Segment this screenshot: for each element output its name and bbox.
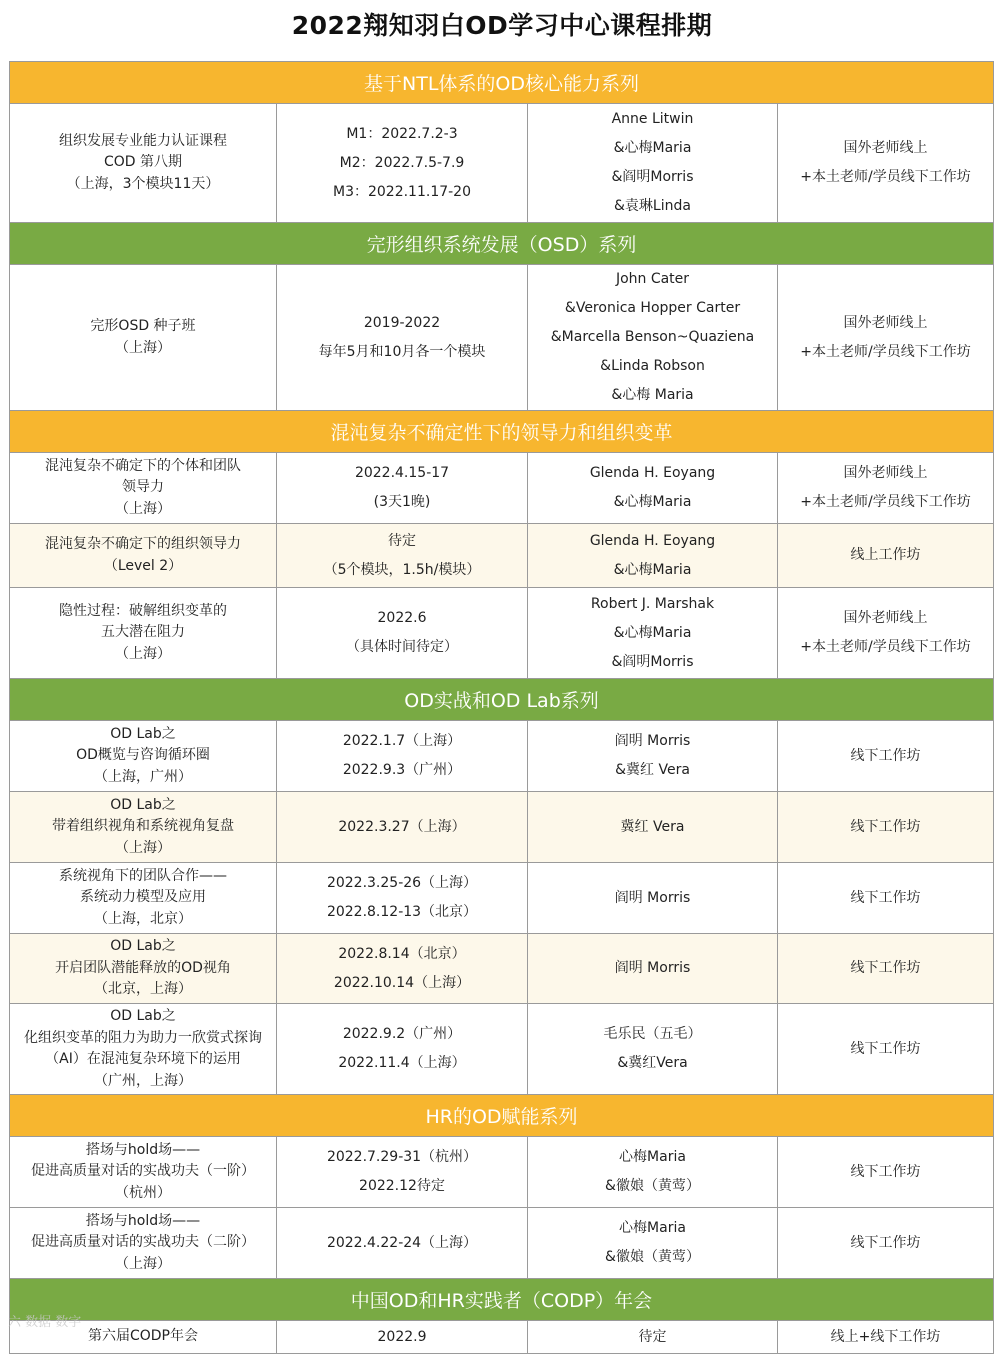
course-cell: [10, 792, 277, 863]
teacher-line: Anne Litwin: [611, 111, 694, 127]
teacher-line: &冀红Vera: [617, 1055, 688, 1071]
time-cell: [277, 792, 528, 863]
time-line: 2022.11.4（上海）: [338, 1055, 466, 1071]
course-cell: [10, 721, 277, 792]
course-line: OD Lab之: [110, 938, 176, 955]
teacher-cell: [528, 453, 778, 524]
format-cell: [778, 1137, 994, 1208]
format-line: +本土老师/学员线下工作坊: [800, 343, 971, 360]
course-row: [10, 1321, 994, 1354]
course-row: [10, 863, 994, 934]
teacher-line: &冀红 Vera: [615, 762, 690, 778]
format-line: 线上+线下工作坊: [830, 1328, 941, 1345]
course-cell: [10, 1208, 277, 1279]
format-cell: [778, 265, 994, 411]
time-cell: [277, 934, 528, 1004]
course-line: 搭场与hold场——: [85, 1212, 201, 1229]
format-cell: [778, 588, 994, 679]
time-line: M2：2022.7.5-7.9: [339, 154, 465, 171]
course-row: [10, 265, 994, 411]
time-line: M1：2022.7.2-3: [346, 125, 458, 142]
course-line: （AI）在混沌复杂环境下的运用: [45, 1051, 241, 1067]
format-line: 国外老师线上: [843, 314, 928, 331]
teacher-line: &阎明Morris: [611, 653, 694, 670]
format-cell: [778, 1004, 994, 1095]
teacher-line: &袁琳Linda: [614, 198, 691, 214]
time-cell: [277, 453, 528, 524]
teacher-line: &Marcella Benson~Quaziena: [550, 329, 755, 345]
teacher-line: &心梅Maria: [613, 140, 692, 156]
time-line: 2022.1.7（上海）: [342, 733, 462, 749]
time-line: 待定: [388, 532, 416, 549]
teacher-cell: [528, 792, 778, 863]
section-header-row: [10, 62, 994, 104]
course-row: [10, 1137, 994, 1208]
course-cell: [10, 524, 277, 588]
section-header-row: [10, 679, 994, 721]
teacher-line: &阎明Morris: [611, 169, 694, 185]
teacher-line: &徽娘（黄莺）: [605, 1178, 700, 1194]
course-line: （北京，上海）: [94, 981, 192, 998]
teacher-line: 阎明 Morris: [614, 960, 691, 976]
course-line: 系统动力模型及应用: [80, 889, 206, 906]
teacher-line: &Veronica Hopper Carter: [564, 300, 741, 316]
section-title: 基于NTL体系的OD核心能力系列: [10, 62, 994, 104]
format-line: 线上工作坊: [850, 547, 921, 563]
time-line: 2022.9: [377, 1328, 427, 1345]
teacher-line: 心梅Maria: [619, 1149, 686, 1165]
course-cell: [10, 453, 277, 524]
course-line: 五大潜在阻力: [101, 624, 185, 641]
teacher-cell: [528, 1321, 778, 1354]
course-line: 组织发展专业能力认证课程: [59, 132, 227, 149]
time-line: 2022.12待定: [359, 1178, 445, 1194]
format-line: 线下工作坊: [850, 1040, 921, 1057]
format-line: 国外老师线上: [843, 465, 928, 481]
course-line: OD Lab之: [110, 1008, 176, 1024]
teacher-cell: [528, 1208, 778, 1279]
course-cell: [10, 1004, 277, 1095]
time-line: （具体时间待定）: [346, 639, 458, 655]
teacher-line: &徽娘（黄莺）: [605, 1249, 700, 1265]
course-line: OD Lab之: [110, 725, 176, 742]
section-header-row: [10, 223, 994, 265]
teacher-line: 阎明 Morris: [614, 889, 691, 906]
course-line: （上海）: [115, 500, 171, 517]
time-line: 2022.6: [377, 610, 427, 626]
teacher-line: 阎明 Morris: [614, 733, 691, 749]
time-line: 2022.3.27（上海）: [338, 818, 466, 835]
format-line: 国外老师线上: [843, 140, 928, 156]
teacher-cell: [528, 265, 778, 411]
teacher-cell: [528, 1137, 778, 1208]
course-row: [10, 104, 994, 223]
teacher-line: Glenda H. Eoyang: [589, 465, 716, 481]
course-row: [10, 588, 994, 679]
course-line: COD 第八期: [103, 154, 183, 171]
time-line: 2022.9.2（广州）: [342, 1026, 462, 1042]
teacher-cell: [528, 524, 778, 588]
course-line: 完形OSD 种子班: [90, 318, 196, 334]
teacher-line: 冀红 Vera: [620, 818, 685, 835]
section-header-row: [10, 411, 994, 453]
format-cell: [778, 792, 994, 863]
format-cell: [778, 934, 994, 1004]
format-line: 线下工作坊: [850, 889, 921, 906]
course-line: 混沌复杂不确定下的组织领导力: [45, 536, 241, 552]
course-row: [10, 453, 994, 524]
time-line: M3：2022.11.17-20: [332, 183, 471, 200]
teacher-line: &Linda Robson: [600, 358, 705, 374]
time-cell: [277, 588, 528, 679]
course-line: 混沌复杂不确定下的个体和团队: [45, 457, 241, 474]
time-cell: [277, 1321, 528, 1354]
format-cell: [778, 1321, 994, 1354]
time-line: 2019-2022: [363, 314, 441, 331]
time-cell: [277, 1004, 528, 1095]
time-line: 2022.9.3（广州）: [342, 762, 462, 778]
course-line: 促进高质量对话的实战功夫（二阶）: [31, 1234, 255, 1251]
course-cell: [10, 934, 277, 1004]
course-row: [10, 1004, 994, 1095]
watermark-logo: 六 数据 数字: [8, 1315, 82, 1330]
course-line: （上海，北京）: [94, 910, 192, 927]
section-header-row: [10, 1095, 994, 1137]
format-line: +本土老师/学员线下工作坊: [800, 639, 971, 655]
course-line: （Level 2）: [103, 557, 183, 574]
teacher-line: Robert J. Marshak: [590, 595, 715, 612]
course-line: 领导力: [122, 479, 164, 496]
course-row: [10, 524, 994, 588]
course-line: （上海）: [115, 339, 171, 356]
format-line: 线下工作坊: [850, 1163, 921, 1180]
course-line: （广州，上海）: [94, 1072, 192, 1089]
course-cell: [10, 265, 277, 411]
course-line: （上海）: [115, 839, 171, 856]
teacher-line: John Cater: [615, 271, 690, 287]
course-line: OD概览与咨询循环圈: [76, 747, 210, 764]
course-line: （杭州）: [115, 1184, 171, 1201]
course-line: 系统视角下的团队合作——: [59, 867, 227, 884]
course-line: （上海）: [115, 645, 171, 662]
time-cell: [277, 1137, 528, 1208]
format-cell: [778, 453, 994, 524]
time-cell: [277, 1208, 528, 1279]
time-line: 2022.3.25-26（上海）: [326, 875, 478, 891]
format-line: 线下工作坊: [850, 747, 921, 764]
course-line: 促进高质量对话的实战功夫（一阶）: [31, 1163, 255, 1180]
teacher-cell: [528, 863, 778, 934]
format-line: 线下工作坊: [850, 960, 921, 976]
course-line: 第六届CODP年会: [87, 1328, 199, 1345]
format-cell: [778, 104, 994, 223]
course-cell: [10, 863, 277, 934]
time-line: 2022.7.29-31（杭州）: [326, 1149, 478, 1165]
course-cell: [10, 1137, 277, 1208]
format-line: +本土老师/学员线下工作坊: [800, 494, 971, 510]
course-line: （上海）: [115, 1255, 171, 1272]
time-cell: [277, 104, 528, 223]
format-line: 线下工作坊: [850, 1234, 921, 1251]
teacher-cell: [528, 104, 778, 223]
section-header-row: [10, 1279, 994, 1321]
teacher-line: &心梅Maria: [613, 561, 692, 578]
time-line: (3天1晚): [373, 494, 431, 510]
course-row: [10, 721, 994, 792]
teacher-line: &心梅 Maria: [611, 387, 694, 403]
format-line: +本土老师/学员线下工作坊: [800, 169, 971, 185]
teacher-cell: [528, 934, 778, 1004]
course-row: [10, 792, 994, 863]
time-cell: [277, 863, 528, 934]
teacher-line: 毛乐民（五毛）: [603, 1026, 702, 1042]
format-line: 线下工作坊: [850, 818, 921, 835]
course-line: （上海，3个模块11天）: [66, 175, 220, 192]
course-cell: [10, 104, 277, 223]
section-title: 中国OD和HR实践者（CODP）年会: [10, 1279, 994, 1321]
section-title: HR的OD赋能系列: [10, 1095, 994, 1137]
page-title: 2022翔知羽白OD学习中心课程排期: [291, 11, 713, 40]
format-cell: [778, 721, 994, 792]
course-cell: [10, 588, 277, 679]
teacher-cell: [528, 721, 778, 792]
teacher-line: &心梅Maria: [613, 624, 692, 641]
course-line: 隐性过程：破解组织变革的: [59, 602, 227, 619]
teacher-line: 待定: [638, 1328, 667, 1345]
teacher-line: 心梅Maria: [619, 1220, 686, 1236]
format-cell: [778, 524, 994, 588]
course-row: [10, 1208, 994, 1279]
course-line: 开启团队潜能释放的OD视角: [55, 959, 231, 976]
course-line: 化组织变革的阻力为助力一欣赏式探询: [24, 1029, 262, 1046]
time-line: 每年5月和10月各一个模块: [318, 343, 486, 360]
schedule-table: [9, 61, 994, 1354]
course-line: （上海，广州）: [94, 768, 192, 785]
course-row: [10, 934, 994, 1004]
time-line: 2022.8.14（北京）: [338, 945, 466, 962]
teacher-line: &心梅Maria: [613, 494, 692, 510]
course-line: OD Lab之: [110, 796, 176, 813]
time-line: 2022.4.15-17: [354, 465, 450, 481]
time-line: 2022.10.14（上海）: [333, 974, 471, 991]
format-cell: [778, 1208, 994, 1279]
time-cell: [277, 524, 528, 588]
time-line: 2022.8.12-13（北京）: [326, 904, 478, 920]
time-cell: [277, 721, 528, 792]
time-line: 2022.4.22-24（上海）: [326, 1234, 478, 1251]
teacher-line: Glenda H. Eoyang: [589, 532, 716, 549]
section-title: 混沌复杂不确定性下的领导力和组织变革: [10, 411, 994, 453]
course-line: 带着组织视角和系统视角复盘: [52, 818, 234, 835]
section-title: OD实战和OD Lab系列: [10, 679, 994, 721]
teacher-cell: [528, 1004, 778, 1095]
format-line: 国外老师线上: [843, 610, 928, 626]
time-line: （5个模块，1.5h/模块）: [323, 561, 481, 578]
section-title: 完形组织系统发展（OSD）系列: [10, 223, 994, 265]
course-line: 搭场与hold场——: [85, 1141, 201, 1158]
format-cell: [778, 863, 994, 934]
time-cell: [277, 265, 528, 411]
teacher-cell: [528, 588, 778, 679]
